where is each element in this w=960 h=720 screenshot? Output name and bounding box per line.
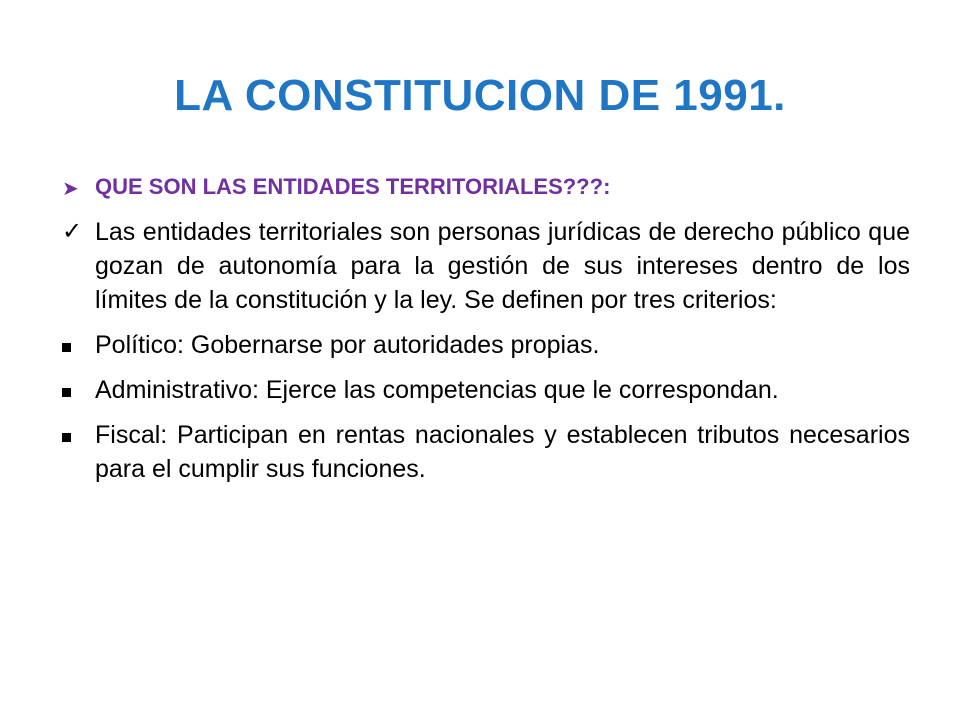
criteria-item <box>62 328 910 362</box>
checkmark-bullet-icon: ✓ <box>62 218 83 245</box>
question-text: QUE SON LAS ENTIDADES TERRITORIALES???: <box>95 174 611 199</box>
arrowhead-bullet-icon: ➤ <box>62 178 79 200</box>
slide-body <box>62 170 910 497</box>
square-bullet-icon <box>62 328 88 362</box>
square-bullet-icon <box>62 418 88 452</box>
definition-text: Las entidades territoriales son personas jurídicas de derecho público que gozan de autonomía para la gestión de sus intereses dentro de los límites de la constitución y la ley. Se definen por tres criterios: <box>95 218 910 314</box>
slide-title: LA CONSTITUCION DE 1991. <box>174 71 786 120</box>
criteria-text: Administrativo: Ejerce las competencias que le correspondan. <box>95 376 779 404</box>
definition-item <box>62 215 910 317</box>
criteria-item <box>62 418 910 486</box>
criteria-text: Político: Gobernarse por autoridades propias. <box>95 331 600 359</box>
question-item <box>62 170 910 204</box>
criteria-text: Fiscal: Participan en rentas nacionales y establecen tributos necesarios para el cumplir sus funciones. <box>95 421 910 483</box>
criteria-item <box>62 373 910 407</box>
square-bullet-icon <box>62 373 88 407</box>
